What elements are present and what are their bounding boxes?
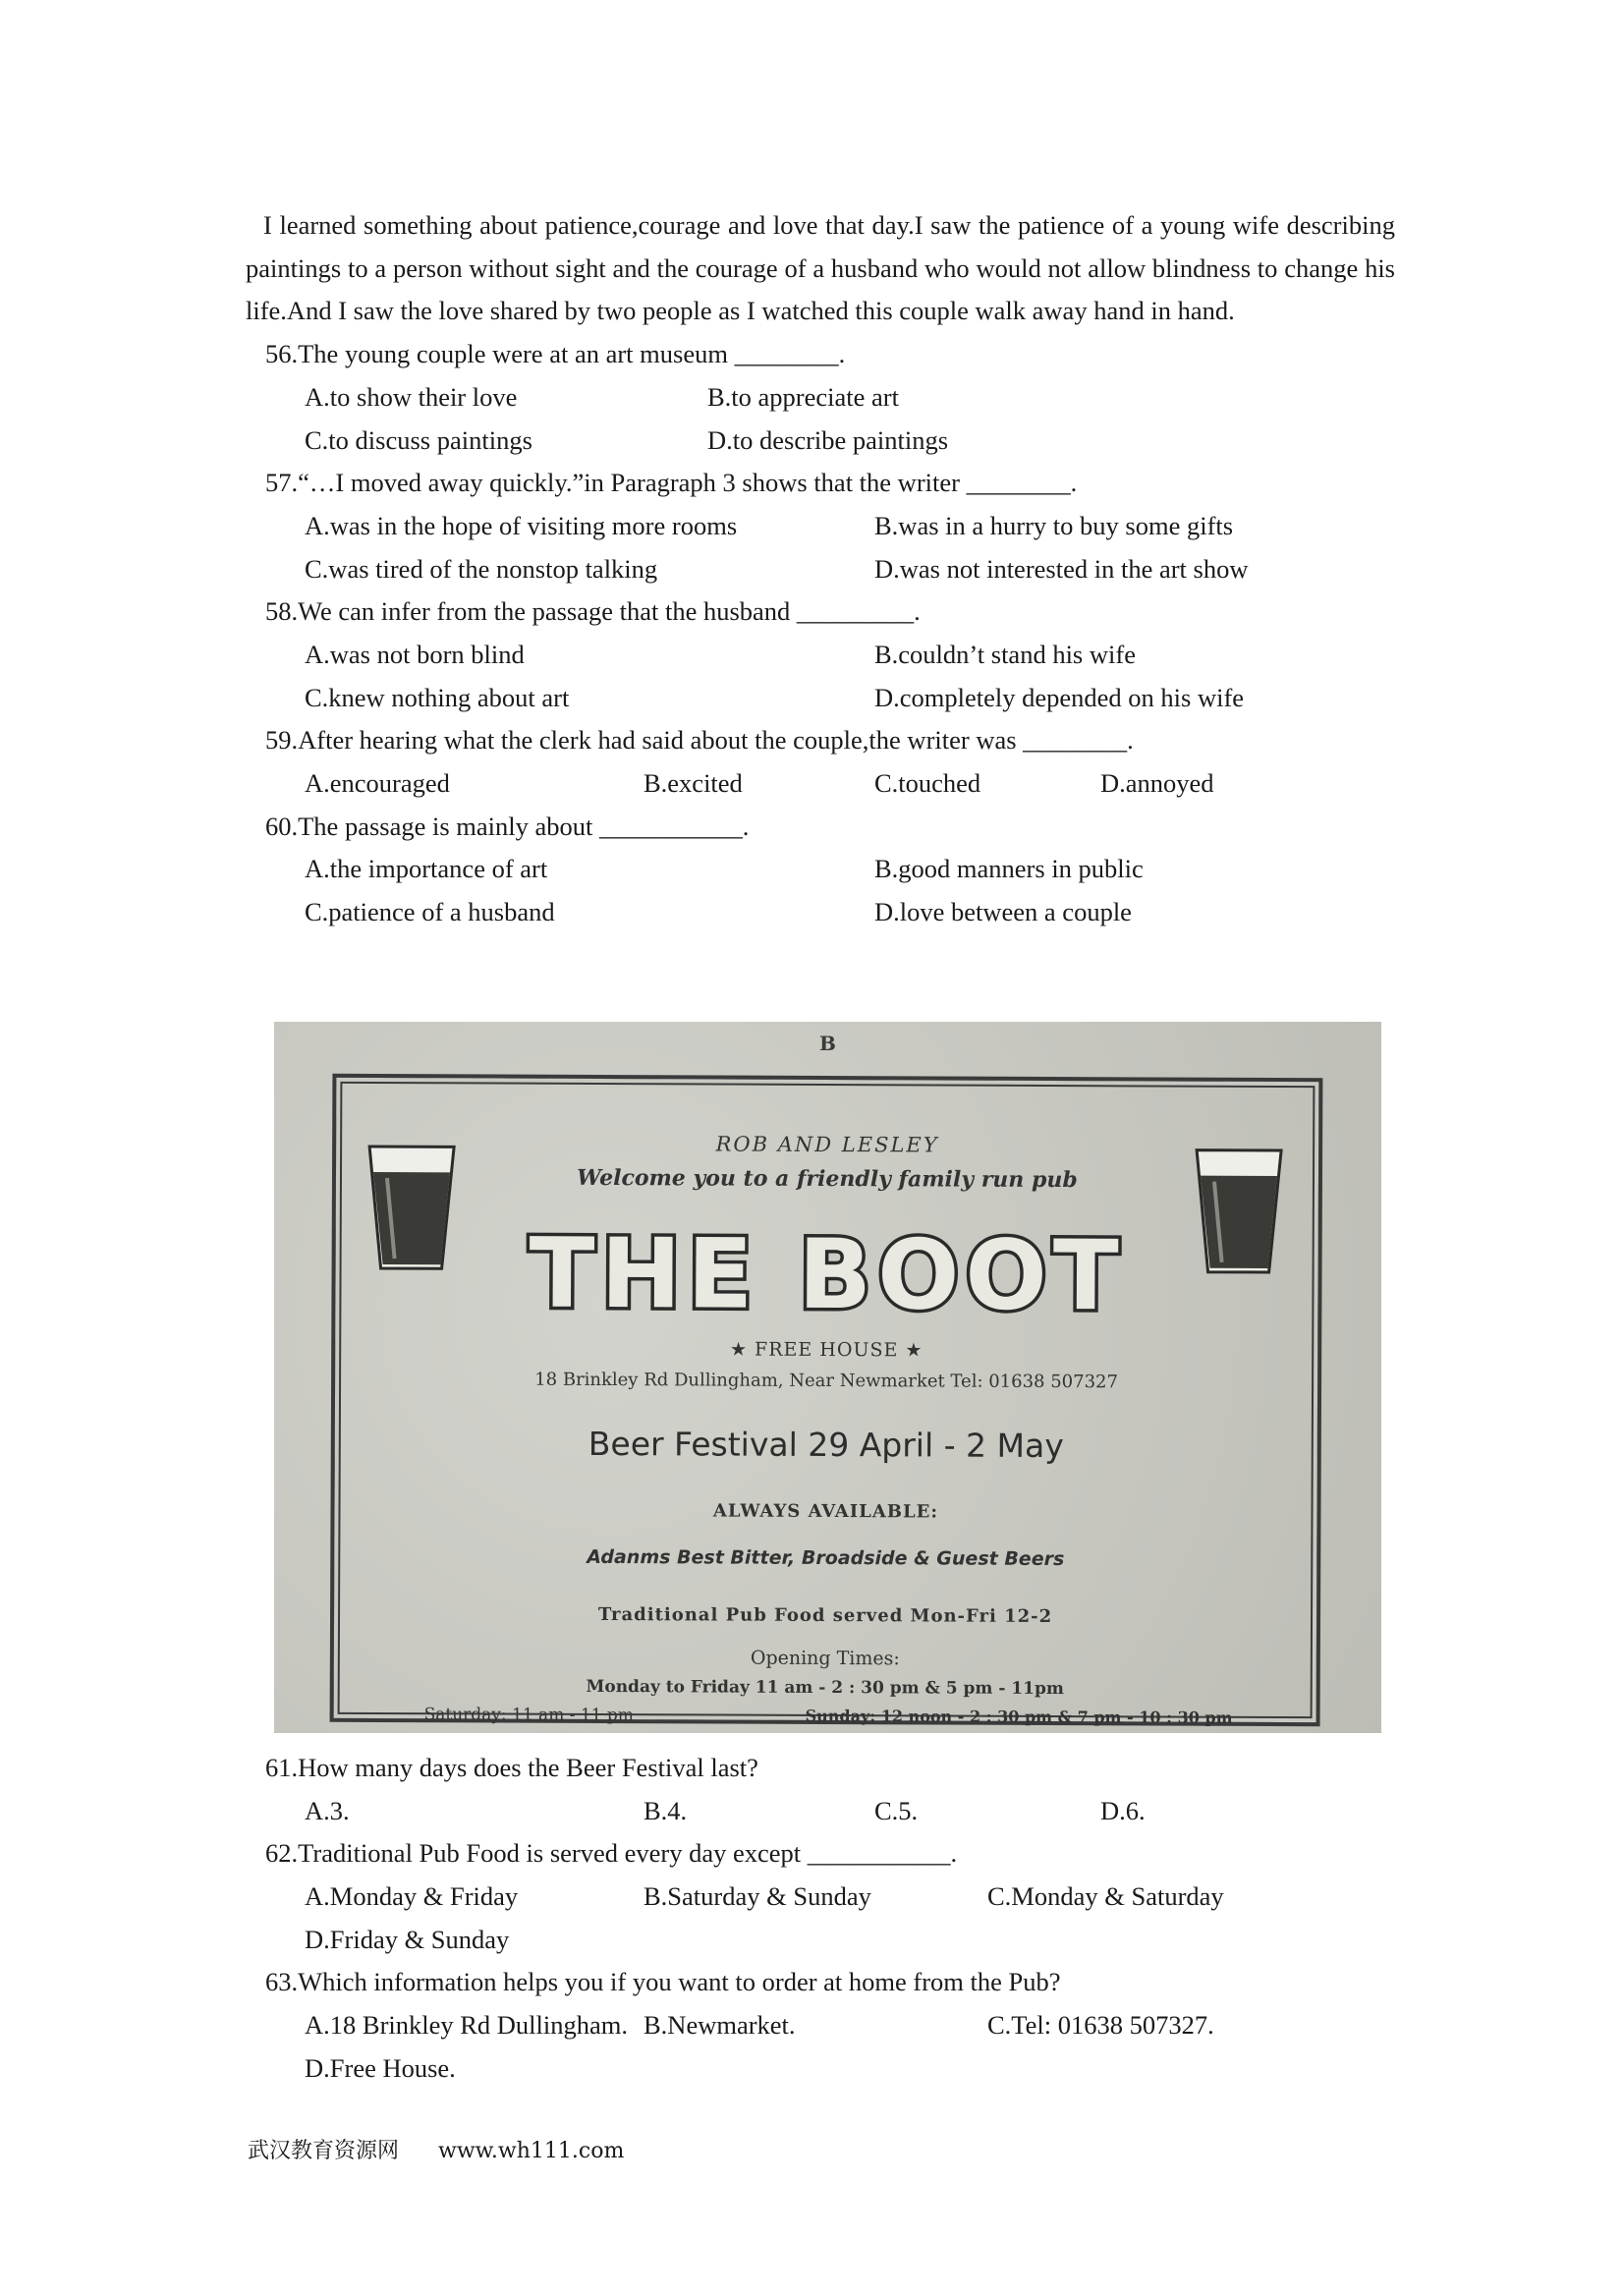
answer-options-row [246,762,1395,806]
sunday-hours: Sunday: 12 noon - 2 : 30 pm & 7 pm - 10 : 30 pm [805,1706,1233,1727]
answer-option: A.Monday & Friday [305,1881,519,1912]
question-stem: 62.Traditional Pub Food is served every day except ___________. [265,1838,958,1869]
answer-option: B.4. [644,1795,688,1825]
answer-options-row [246,420,1395,463]
beer-festival-dates: Beer Festival 29 April - 2 May [588,1424,1064,1466]
beer-list: Adanms Best Bitter, Broadside & Guest Beers [587,1545,1065,1571]
question-stem: 56.The young couple were at an art museum ________. [265,339,846,369]
answer-option: D.completely depended on his wife [874,682,1245,712]
answer-options-row [246,848,1395,891]
footer-site-name: 武汉教育资源网 [248,2139,400,2163]
answer-options-row [246,634,1395,677]
answer-options-row [246,1876,1395,1919]
answer-option: D.annoyed [1100,768,1214,799]
answer-options-row [246,548,1395,591]
answer-options-row [246,2004,1395,2047]
pub-name-title: THE BOOT [529,1217,1125,1333]
question-list-bottom [246,1747,1395,2091]
answer-options-row [246,1919,1395,1962]
answer-option: C.to discuss paintings [305,424,532,455]
answer-option: A.3. [305,1795,350,1825]
answer-option: A.18 Brinkley Rd Dullingham. [305,2010,629,2041]
answer-option: A.was in the hope of visiting more rooms [305,510,738,540]
answer-option: D.6. [1100,1795,1146,1825]
answer-option: B.was in a hurry to buy some gifts [874,510,1234,540]
answer-options-row [246,677,1395,720]
answer-option: A.the importance of art [305,854,548,884]
answer-option: D.Friday & Sunday [305,1924,510,1954]
reading-passage-a [246,204,1395,934]
question-stem: 57.“…I moved away quickly.”in Paragraph 3 shows that the writer ________. [265,468,1078,498]
advertisement-border [330,1074,1323,1726]
answer-option: B.Saturday & Sunday [644,1881,871,1912]
answer-option: A.to show their love [305,381,518,412]
footer-url: www.wh111.com [438,2139,625,2163]
answer-option: B.Newmarket. [644,2010,796,2041]
answer-options-row [246,505,1395,548]
answer-option: D.was not interested in the art show [874,553,1249,584]
pub-welcome-line: Welcome you to a friendly family run pub [577,1164,1078,1194]
answer-option: C.touched [874,768,981,799]
pub-hosts: ROB AND LESLEY [715,1132,939,1157]
free-house-label: ★ FREE HOUSE ★ [729,1338,923,1362]
answer-option: B.to appreciate art [707,381,899,412]
answer-option: C.patience of a husband [305,897,555,927]
answer-options-row [246,1790,1395,1833]
pub-address: 18 Brinkley Rd Dullingham, Near Newmarket Tel: 01638 507327 [534,1369,1119,1393]
answer-option: C.5. [874,1795,919,1825]
answer-option: C.Monday & Saturday [987,1881,1224,1912]
answer-option: C.Tel: 01638 507327. [987,2010,1214,2041]
question-stem: 61.How many days does the Beer Festival last? [265,1753,758,1782]
passage-paragraph: I learned something about patience,courage and love that day.I saw the patience of a young wife describing paintings to a person without sight and the courage of a husband who would not allow blindness to change his life.And I saw the love shared by two people as I watched this couple walk away hand in hand. [246,210,1395,326]
answer-option: D.love between a couple [874,897,1132,927]
question-list-top [246,333,1395,934]
always-available-heading: ALWAYS AVAILABLE: [712,1500,939,1523]
weekday-hours: Monday to Friday 11 am - 2 : 30 pm & 5 pm - 11pm [586,1676,1064,1700]
answer-option: B.excited [644,768,743,799]
reading-questions-b [246,1747,1395,2091]
answer-options-row [246,376,1395,420]
answer-options-row [246,2047,1395,2091]
question-stem: 63.Which information helps you if you want to order at home from the Pub? [265,1967,1061,1997]
answer-options-row [246,891,1395,934]
section-letter: B [819,1032,836,1055]
saturday-hours: Saturday: 11 am - 11 pm [423,1705,634,1726]
page-footer [248,2134,624,2164]
question-stem: 58.We can infer from the passage that the husband _________. [265,596,921,627]
answer-option: B.couldn’t stand his wife [874,639,1136,669]
pub-food-hours: Traditional Pub Food served Mon-Fri 12-2 [597,1603,1053,1628]
answer-option: C.knew nothing about art [305,682,570,712]
answer-option: B.good manners in public [874,854,1144,884]
answer-option: C.was tired of the nonstop talking [305,553,658,584]
pub-advertisement-image [274,1022,1381,1733]
opening-times-heading: Opening Times: [750,1647,900,1670]
answer-option: D.to describe paintings [707,424,949,455]
answer-option: D.Free House. [305,2052,456,2083]
question-stem: 60.The passage is mainly about ___________. [265,811,750,841]
answer-option: A.was not born blind [305,639,525,669]
answer-option: A.encouraged [305,768,450,799]
question-stem: 59.After hearing what the clerk had said about the couple,the writer was ________. [265,725,1134,756]
